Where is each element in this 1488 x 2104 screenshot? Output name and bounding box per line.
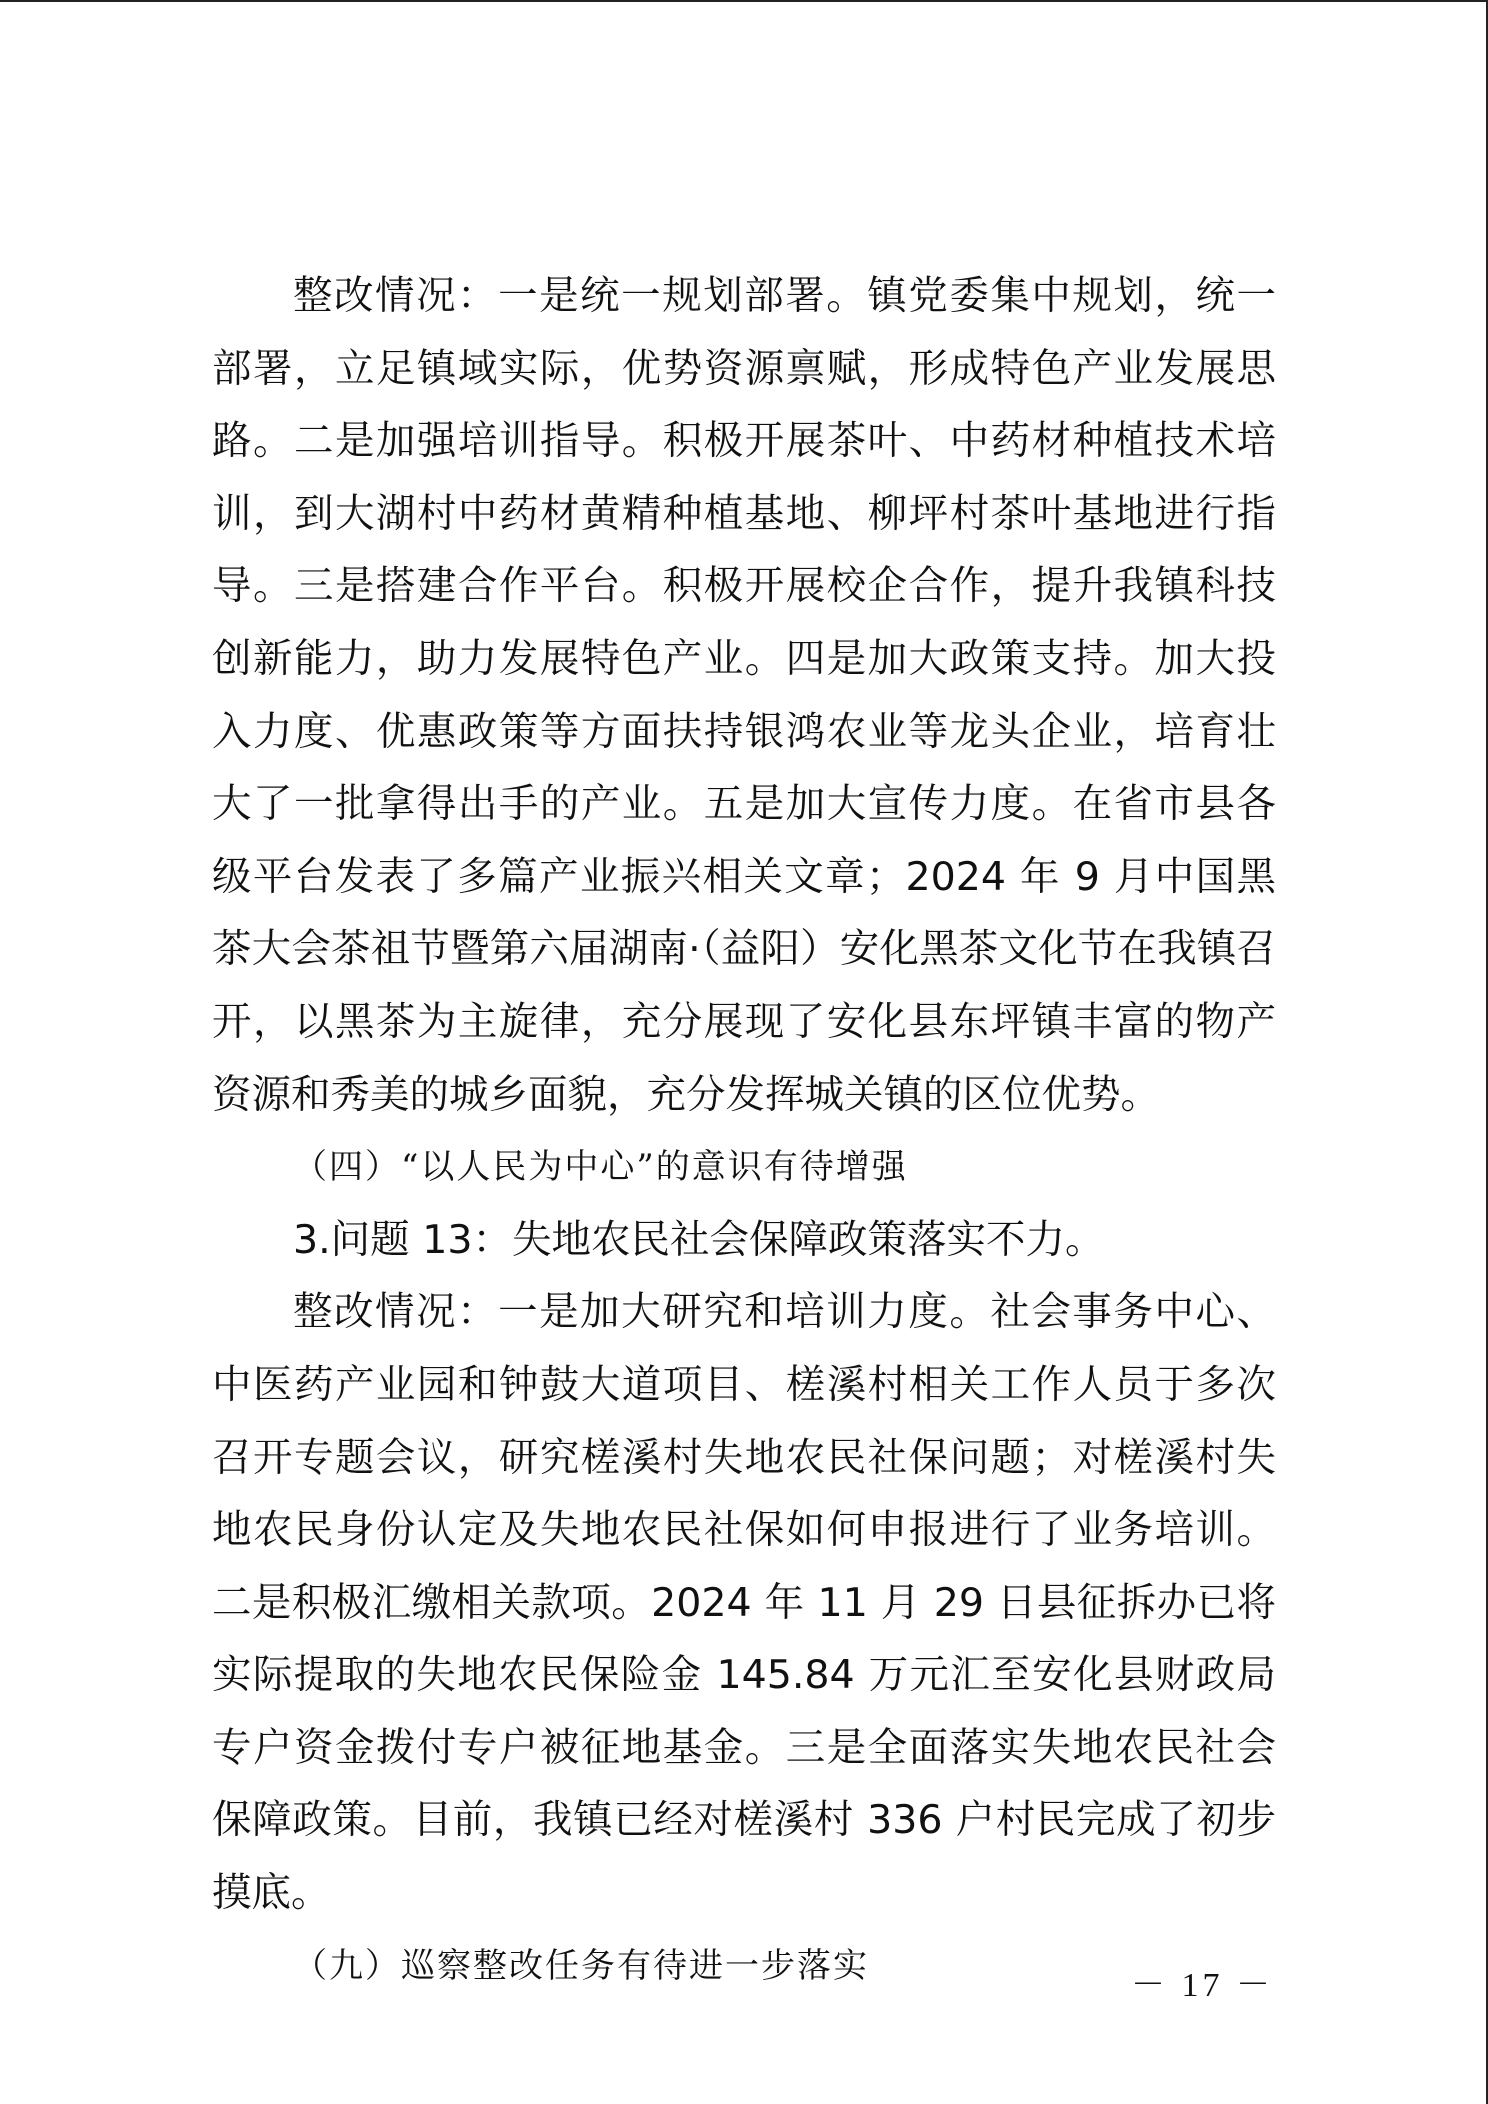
section-heading-4: （四）“以人民为中心”的意识有待增强 [293,1147,908,1188]
page-number: － 17 － [1131,1967,1274,2004]
rectification-paragraph-2: 整改情况：一是加大研究和培训力度。社会事务中心、中医药产业园和钟鼓大道项目、槎溪村相关工作人员于多次召开专题会议，研究槎溪村失地农民社保问题；对槎溪村失地农民身份认定及失地农民社保如何申报进行了业务培训。二是积极汇缴相关款项。2024 年 11 月 29 日县征拆办已将实际提取的失地农民保险金 145.84 万元汇至安化县财政局专户资金拨付专户被征地基金。三是全面落实失地农民社会保障政策。目前，我镇已经对槎溪村 336 户村民完成了初步摸底。 [212,1289,1276,1917]
section-heading-9: （九）巡察整改任务有待进一步落实 [293,1945,869,1986]
rectification-paragraph-1: 整改情况：一是统一规划部署。镇党委集中规划，统一部署，立足镇域实际，优势资源禀赋，形成特色产业发展思路。二是加强培训指导。积极开展茶叶、中药材种植技术培训，到大湖村中药材黄精种植基地、柳坪村茶叶基地进行指导。三是搭建合作平台。积极开展校企合作，提升我镇科技创新能力，助力发展特色产业。四是加大政策支持。加大投入力度、优惠政策等方面扶持银鸿农业等龙头企业，培育壮大了一批拿得出手的产业。五是加大宣传力度。在省市县各级平台发表了多篇产业振兴相关文章；2024 年 9 月中国黑茶大会茶祖节暨第六届湖南·（益阳）安化黑茶文化节在我镇召开，以黑茶为主旋律，充分展现了安化县东坪镇丰富的物产资源和秀美的城乡面貌，充分发挥城关镇的区位优势。 [212,273,1276,1118]
issue-13-title: 3.问题 13：失地农民社会保障政策落实不力。 [293,1216,1105,1263]
document-body [212,260,1276,2002]
